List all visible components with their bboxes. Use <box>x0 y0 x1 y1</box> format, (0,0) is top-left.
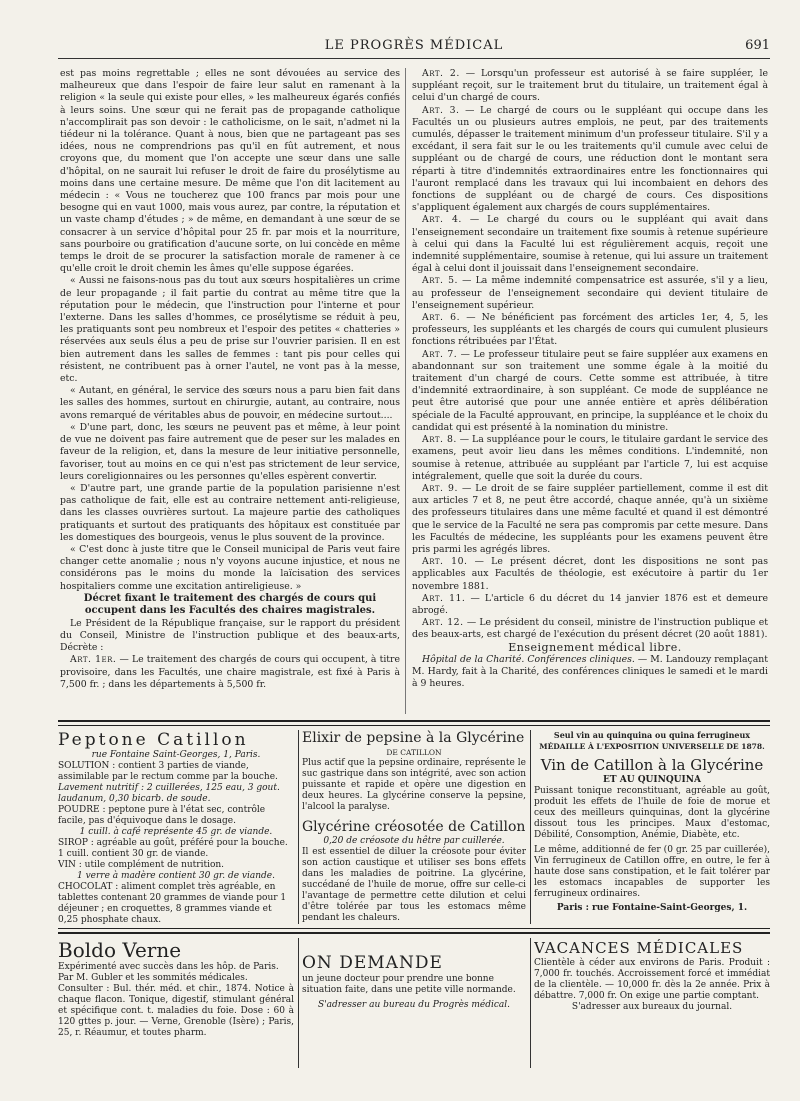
left-column <box>60 68 400 714</box>
article-3 <box>412 105 768 215</box>
article-4 <box>412 214 768 275</box>
article-label: Art. 2. <box>422 68 460 79</box>
article-2 <box>412 68 768 105</box>
ad-vin-catillon <box>534 730 770 924</box>
article-label: Art. 5. <box>422 275 459 287</box>
article-label: Art. 1er. <box>70 654 117 666</box>
page-number: 691 <box>745 38 770 53</box>
article-text: — L'article 6 du décret du 14 janvier 1876 est et demeure abrogé. <box>412 592 768 616</box>
ad-title: VACANCES MÉDICALES <box>534 939 744 957</box>
ad-line: SIROP : agréable au goût, préféré pour la bouche. 1 cuill. contient 30 gr. de viande. <box>58 838 288 859</box>
ad-title: Vin de Catillon à la Glycérine <box>540 756 764 774</box>
ad-body <box>58 761 294 924</box>
ad-elixir-pepsine <box>302 730 526 924</box>
ad-body: un jeune docteur pour prendre une bonne situation faite, dans une petite ville normande. <box>302 974 516 995</box>
running-head-title: LE PROGRÈS MÉDICAL <box>324 38 504 53</box>
article-label: Art. 4. <box>422 214 462 226</box>
article-text: — Le chargé du cours ou le suppléant qui avait dans l'enseignement secondaire un traitement fixe soumis à retenue supérieure à celui qui dans la Faculté lui est régulièrement acquis, reçoit une indemnité supplémentaire, soumise à retenue, qui lui assure un traitement égal à celui dont il jouissait dans l'enseignement secondaire. <box>412 214 768 275</box>
article-text: — La même indemnité compensatrice est assurée, s'il y a lieu, au professeur de l'enseignement secondaire qui devient titulaire de l'enseignement supérieur. <box>412 275 768 311</box>
ad-line: VIN : utile complément de nutrition. <box>58 860 225 870</box>
decree-intro: Le Président de la République française, sur le rapport du président du Conseil, Ministre de l'instruction publique et des beaux-arts, Décrète : <box>60 617 400 654</box>
article-text: — La suppléance pour le cours, le titulaire gardant le service des examens, peut avoir lieu dans les mêmes conditions. L'indemnité, non soumise à retenue, attribuée au suppléant par l'article 7, lui est acquise intégralement, quelle que soit la durée du cours. <box>412 434 768 482</box>
article-label: Art. 7. <box>422 348 458 360</box>
ad-divider <box>298 938 299 1068</box>
ad-body: Clientèle à céder aux environs de Paris. Produit : 7,000 fr. touchés. Accroissement forcé et immédiat de la clientèle. — 10,000 fr. dès la 2e année. Prix à débattre. 7,000 fr. On exige une partie comptant. <box>534 958 770 1001</box>
article-5 <box>412 275 768 312</box>
article-6 <box>412 312 768 349</box>
ad-on-demande <box>302 938 526 1068</box>
ad-intro: Expérimenté avec succès dans les hôp. de Paris. Par M. Gubler et les sommités médicales. <box>58 962 279 983</box>
ad-subtitle-2: 0,20 de créosote du hêtre par cuillerée. <box>323 836 505 846</box>
ad-divider <box>530 730 531 924</box>
ad-body: Puissant tonique reconstituant, agréable au goût, produit les effets de l'huile de foie de morue et ceux des meilleurs quinquinas, dont la glycérine dissout tous les principes. Maux d'estomac, Débilité, Consomption, Anémie, Diabète, etc. <box>534 786 770 840</box>
article-label: Art. 11. <box>422 592 466 604</box>
ad-contact: S'adresser au bureau du Progrès médical. <box>317 1000 511 1010</box>
ad-line: POUDRE : peptone pure à l'état sec, contrôle facile, pas d'équivoque dans le dosage. <box>58 805 266 826</box>
article-text: — Le chargé de cours ou le suppléant qui occupe dans les Facultés un ou plusieurs autres emplois, ne peut, par des traitements cumulés, dépasser le traitement minimum d'un professeur titulaire. S'il y a excédant, il sera fait sur le ou les traitements qu'il cumule avec celui de suppléant ou de chargé de cours, une réduction dont le montant sera réparti à titre d'indemnités extraordinaires entre les fonctionnaires qui l'auront remplacé dans les travaux qui lui incombaient en dehors des fonctions de suppléant ou de chargé de cours. Ces dispositions s'appliquent également aux chargés de cours supplémentaires. <box>412 104 768 214</box>
article-label: Art. 8. <box>422 434 457 446</box>
decree-heading: Décret fixant le traitement des chargés de cours qui occupent dans les Facultés des chaires magistrales. <box>83 592 377 617</box>
article-label: Art. 3. <box>422 104 460 116</box>
ad-contact: S'adresser aux bureaux du journal. <box>571 1002 733 1012</box>
ad-boldo-verne <box>58 938 294 1068</box>
ad-top-line: Seul vin au quinquina ou quina ferrugineux <box>553 730 751 740</box>
article-label: Art. 12. <box>422 617 464 629</box>
ad-divider <box>530 938 531 1068</box>
article-text: — Lorsqu'un professeur est autorisé à se faire suppléer, le suppléant reçoit, sur le traitement brut du titulaire, un traitement égal à celui d'un chargé de cours. <box>412 68 768 104</box>
ad-peptone-catillon <box>58 730 294 924</box>
ad-medal-line: MÉDAILLE À L'EXPOSITION UNIVERSELLE DE 1878. <box>539 742 765 751</box>
article-11 <box>412 593 768 617</box>
ad-subtitle: DE CATILLON <box>386 748 442 757</box>
ad-title-2: Glycérine créosotée de Catillon <box>302 819 526 835</box>
ad-line: 1 verre à madère contient 30 gr. de viande. <box>77 871 275 881</box>
article-1 <box>60 654 400 691</box>
article-10 <box>412 556 768 593</box>
ad-title: Elixir de pepsine à la Glycérine <box>302 730 525 746</box>
article-label: Art. 6. <box>422 312 461 324</box>
column-divider <box>405 68 406 714</box>
ad-address: Paris : rue Fontaine-Saint-Georges, 1. <box>556 903 748 913</box>
paragraph: « C'est donc à juste titre que le Conseil municipal de Paris veut faire changer cette anomalie ; nous n'y voyons aucune injustice, et nous ne considérons pas le moins du monde la laïcisation des services hospitaliers comme une excitation antireligieuse. » <box>60 543 400 592</box>
article-text: — Ne bénéficient pas forcément des articles 1er, 4, 5, les professeurs, les suppléants et les chargés de cours qui cumulent plusieurs fonctions rétribuées par l'État. <box>412 312 768 348</box>
ad-subtitle: ET AU QUINQUINA <box>603 775 701 785</box>
ad-title: ON DEMANDE <box>302 953 443 973</box>
ad-title: Boldo Verne <box>58 938 182 962</box>
ad-line: 1 cuill. à café représente 45 gr. de viande. <box>79 827 273 837</box>
paragraph: « D'une part, donc, les sœurs ne peuvent pas et même, à leur point de vue ne doivent pas faire autrement que de peser sur les malades en faveur de la religion, et, dans la mesure de leur initiative personnelle, favoriser, tout au moins en ce qui n'est pas strictement de leur service, leurs coreligionnaires ou les personnes qu'elles espèrent convertir. <box>60 421 400 482</box>
ad-body-2: Le même, additionné de fer (0 gr. 25 par cuillerée), Vin ferrugineux de Catillon offre, en outre, le fer à haute dose sans constipation, et le fait tolérer par les estomacs incapables de supporter les ferrugineux ordinaires. <box>534 845 770 899</box>
article-text: — Le président du conseil, ministre de l'instruction publique et des beaux-arts, est chargé de l'exécution du présent décret (20 août 1881). <box>412 617 768 641</box>
section-paragraph <box>412 654 768 691</box>
ad-divider <box>298 730 299 924</box>
paragraph: « Aussi ne faisons-nous pas du tout aux sœurs hospitalières un crime de leur propagande ; il fait partie du contrat au même titre que la réputation pour le médecin, que l'instruction pour l'interne et pour l'externe. Dans les salles d'hommes, ce prosélytisme se réduit à peu, les pratiquants sont peu nombreux et l'espoir des petites « chatteries » réservées aux seuls élus a peu de prise sur l'ouvrier parisien. Il en est bien autrement dans les salles de femmes : tant pis pour celles qui résistent, ne contribuent pas à orner l'autel, ne vont pas à la messe, etc. <box>60 275 400 385</box>
article-text: — Le professeur titulaire peut se faire suppléer aux examens en abandonnant sur son traitement une somme égale à la moitié du traitement d'un chargé de cours. Cette somme est attribuée, à titre d'indemnité extraordinaire, à son suppléant. Ce mode de suppléance ne peut être autorisé que pour une année entière et après délibération spéciale de la Faculté approuvant, en principe, la suppléance et le choix du candidat qui est présenté à la nomination du ministre. <box>412 348 768 433</box>
article-9 <box>412 483 768 556</box>
article-12 <box>412 617 768 641</box>
ad-address: rue Fontaine Saint-Georges, 1, Paris. <box>91 750 261 760</box>
paragraph: « Autant, en général, le service des sœurs nous a paru bien fait dans les salles des hommes, surtout en chirurgie, autant, au contraire, nous avons remarqué de véritables abus de pouvoir, en médecine surtout.... <box>60 385 400 421</box>
ads-top-rule <box>58 720 770 726</box>
ad-line: SOLUTION : contient 3 parties de viande, assimilable par le rectum comme par la bouche. <box>58 761 278 782</box>
paragraph: « D'autre part, une grande partie de la population parisienne n'est pas catholique de fait, elle est au contraire nettement anti-religieuse, dans les classes ouvrières surtout. La majeure partie des catholiques pratiquants et surtout des pratiquants des hôpitaux est constituée par les domestiques des bourgeois, venus le plus souvent de la province. <box>60 482 400 543</box>
ads-middle-rule <box>58 928 770 934</box>
section-heading: Enseignement médical libre. <box>508 640 682 654</box>
right-column <box>412 68 768 714</box>
ad-line: CHOCOLAT : aliment complet très agréable, en tablettes contenant 20 grammes de viande pour 1 déjeuner ; en croquettes, 8 grammes viande et 0,25 phosphate chaux. <box>58 882 287 924</box>
ad-body: Consulter : Bul. thér. méd. et chir., 1874. Notice à chaque flacon. Tonique, digestif, stimulant général et spécifique cont. t. maladies du foie. Dose : 60 à 120 gttes p. jour. — Verne, Grenoble (Isère) ; Paris, 25, r. Réaumur, et toutes pharm. <box>58 984 294 1038</box>
article-text: — Le présent décret, dont les dispositions ne sont pas applicables aux Facultés de théologie, est exécutoire à partir du 1er novembre 1881. <box>412 556 768 592</box>
ad-body-2: Il est essentiel de diluer la créosote pour éviter son action caustique et utiliser ses bons effets dans les maladies de poitrine. La glycérine, succédané de l'huile de morue, offre sur celle-ci l'avantage de permettre cette dilution et celui d'être tolérée par tous les estomacs même pendant les chaleurs. <box>302 847 526 923</box>
article-7 <box>412 349 768 434</box>
ad-body: Plus actif que la pepsine ordinaire, représente le suc gastrique dans son intégrité, avec son action puissante et rapide et opère une digestion en deux heures. La glycérine conserve la pepsine, l'alcool la paralyse. <box>302 758 526 812</box>
section-text: — M. Landouzy remplaçant M. Hardy, fait à la Charité, des conférences cliniques le samedi et le mardi à 9 heures. <box>412 653 768 690</box>
paragraph: est pas moins regrettable ; elles ne sont dévouées au service des malheureux que dans l'espoir de faire leur salut en ramenant à la religion « la seule qui existe pour elles, » les malheureux égarés confiés à leurs soins. Une sœur qui ne ferait pas de propagande catholique n'accomplirait pas son devoir : le catholicisme, on le sait, n'admet ni la tiédeur ni la tolérance. Quant à nous, bien que ne partageant pas ses idées, nous ne comprendrions pas qu'il en fût autrement, et nous croyons que, du moment que l'on accepte une sœur dans une salle d'hôpital, on ne saurait lui refuser le droit de faire du prosélytisme au moins dans une certaine mesure. De même que l'on dit lacitement au médecin : « Vous ne toucherez que 100 francs par mois pour une besogne qui en vaut 1000, mais vous aurez, par contre, la réputation et un vaste champ d'études ; » de même, en demandant à une sœur de se consacrer à un service d'hôpital pour 25 fr. par mois et la nourriture, sans pourboire ou gratification d'aucune sorte, on lui concède en même temps le droit de se procurer la satisfaction morale de ramener à ce qu'elle croit le droit chemin les âmes qu'elle suppose égarées. <box>60 68 400 275</box>
ad-title: Peptone Catillon <box>58 730 249 750</box>
article-text: — Le traitement des chargés de cours qui occupent, à titre provisoire, dans les Facultés, une chaire magistrale, est fixé à Paris à 7,500 fr. ; dans les départements à 5,500 fr. <box>60 654 400 690</box>
article-label: Art. 10. <box>422 556 468 568</box>
section-italic: Hôpital de la Charité. Conférences cliniques. <box>422 653 635 665</box>
article-text: — Le droit de se faire suppléer partiellement, comme il est dit aux articles 7 et 8, ne peut être accordé, chaque année, qu'à un sixième des professeurs titulaires dans une même faculté et quand il est démontré que le service de la Faculté ne sera pas compromis par cette mesure. Dans les Facultés de médecine, les suppléants pour les examens peuvent être pris parmi les agrégés libres. <box>412 482 768 555</box>
article-8 <box>412 434 768 483</box>
page-header <box>58 36 770 59</box>
ad-vacances-medicales <box>534 938 770 1068</box>
article-label: Art. 9. <box>422 482 458 494</box>
ad-line: Lavement nutritif : 2 cuillerées, 125 eau, 3 gout. laudanum, 0,30 bicarb. de soude. <box>58 783 280 804</box>
